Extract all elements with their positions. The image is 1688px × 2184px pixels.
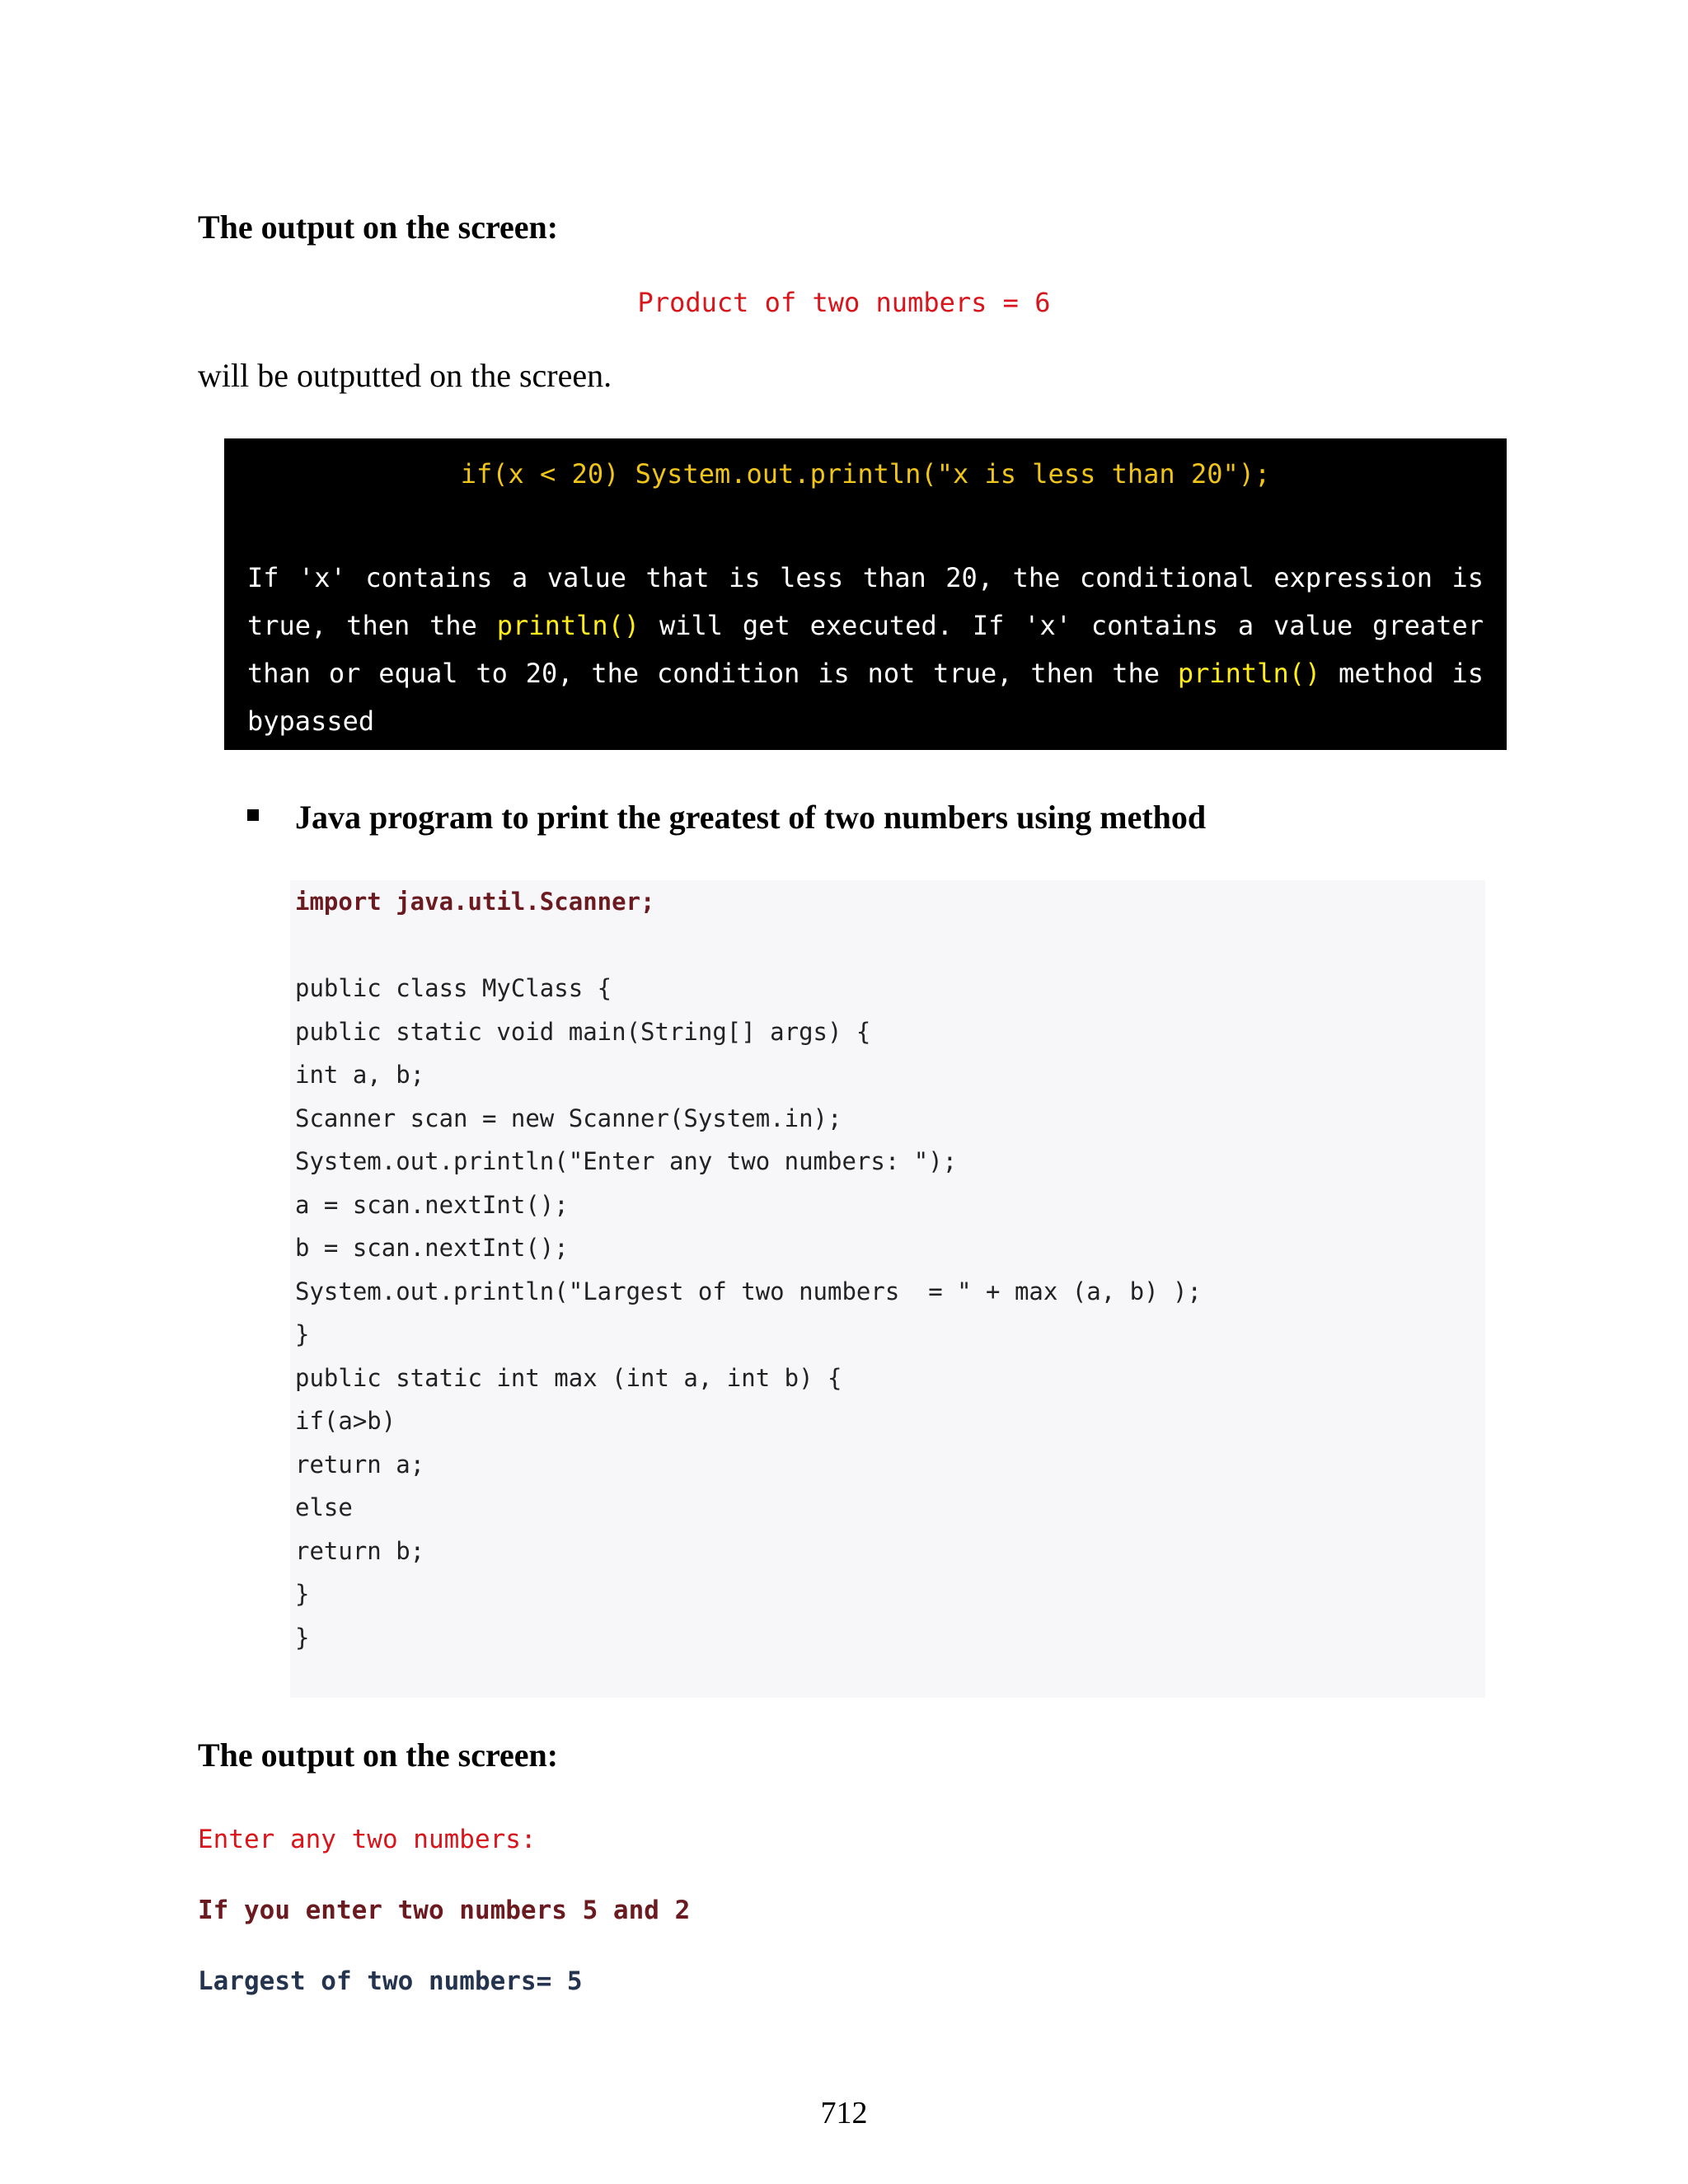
code-line: int a, b; bbox=[295, 1061, 425, 1089]
code-line bbox=[295, 924, 1202, 968]
code-line: return b; bbox=[295, 1536, 425, 1565]
largest-result-output: Largest of two numbers= 5 bbox=[198, 1966, 583, 1996]
explanation-part-3: method is bypassed bbox=[247, 658, 1484, 737]
explanation-part-1: If 'x' contains a value that is less than 20, the conditional expression is true, then the bbox=[247, 562, 1484, 641]
explanation-box bbox=[224, 438, 1507, 750]
page-number: 712 bbox=[820, 2096, 868, 2130]
if-statement-code: if(x < 20) System.out.println("x is less than 20"); bbox=[460, 458, 1271, 490]
code-line: else bbox=[295, 1493, 353, 1521]
code-line: public static void main(String[] args) { bbox=[295, 1017, 871, 1046]
code-line: } bbox=[295, 1623, 310, 1652]
code-line: return a; bbox=[295, 1450, 425, 1479]
product-output-line: Product of two numbers = 6 bbox=[637, 287, 1051, 318]
code-block bbox=[290, 880, 1485, 1698]
println-highlight-1: println() bbox=[496, 610, 640, 641]
enter-numbers-output: Enter any two numbers: bbox=[198, 1825, 537, 1854]
println-highlight-2: println() bbox=[1177, 658, 1321, 689]
code-line: b = scan.nextInt(); bbox=[295, 1234, 569, 1262]
square-bullet-icon bbox=[247, 809, 259, 821]
code-line: public static int max (int a, int b) { bbox=[295, 1363, 842, 1392]
output-heading-bottom: The output on the screen: bbox=[198, 1736, 559, 1774]
code-line: System.out.println("Enter any two numbers: "); bbox=[295, 1147, 958, 1175]
explanation-part-2: will get executed. If 'x' contains a value greater than or equal to 20, the condition is not true, then the bbox=[247, 610, 1484, 689]
outputted-text: will be outputted on the screen. bbox=[198, 357, 612, 394]
code-line: import java.util.Scanner; bbox=[295, 888, 655, 916]
code-line: } bbox=[295, 1320, 310, 1348]
code-line: Scanner scan = new Scanner(System.in); bbox=[295, 1104, 842, 1132]
code-line: } bbox=[295, 1580, 310, 1608]
code-line: a = scan.nextInt(); bbox=[295, 1190, 569, 1219]
explanation-paragraph bbox=[247, 554, 1484, 745]
input-example-text: If you enter two numbers 5 and 2 bbox=[198, 1896, 691, 1925]
section-title: Java program to print the greatest of two numbers using method bbox=[295, 799, 1207, 836]
output-heading-top: The output on the screen: bbox=[198, 209, 559, 246]
code-line: public class MyClass { bbox=[295, 974, 612, 1002]
code-line: System.out.println("Largest of two numbers = " + max (a, b) ); bbox=[295, 1277, 1202, 1305]
code-line: if(a>b) bbox=[295, 1407, 396, 1435]
code-lines bbox=[295, 880, 1202, 1659]
